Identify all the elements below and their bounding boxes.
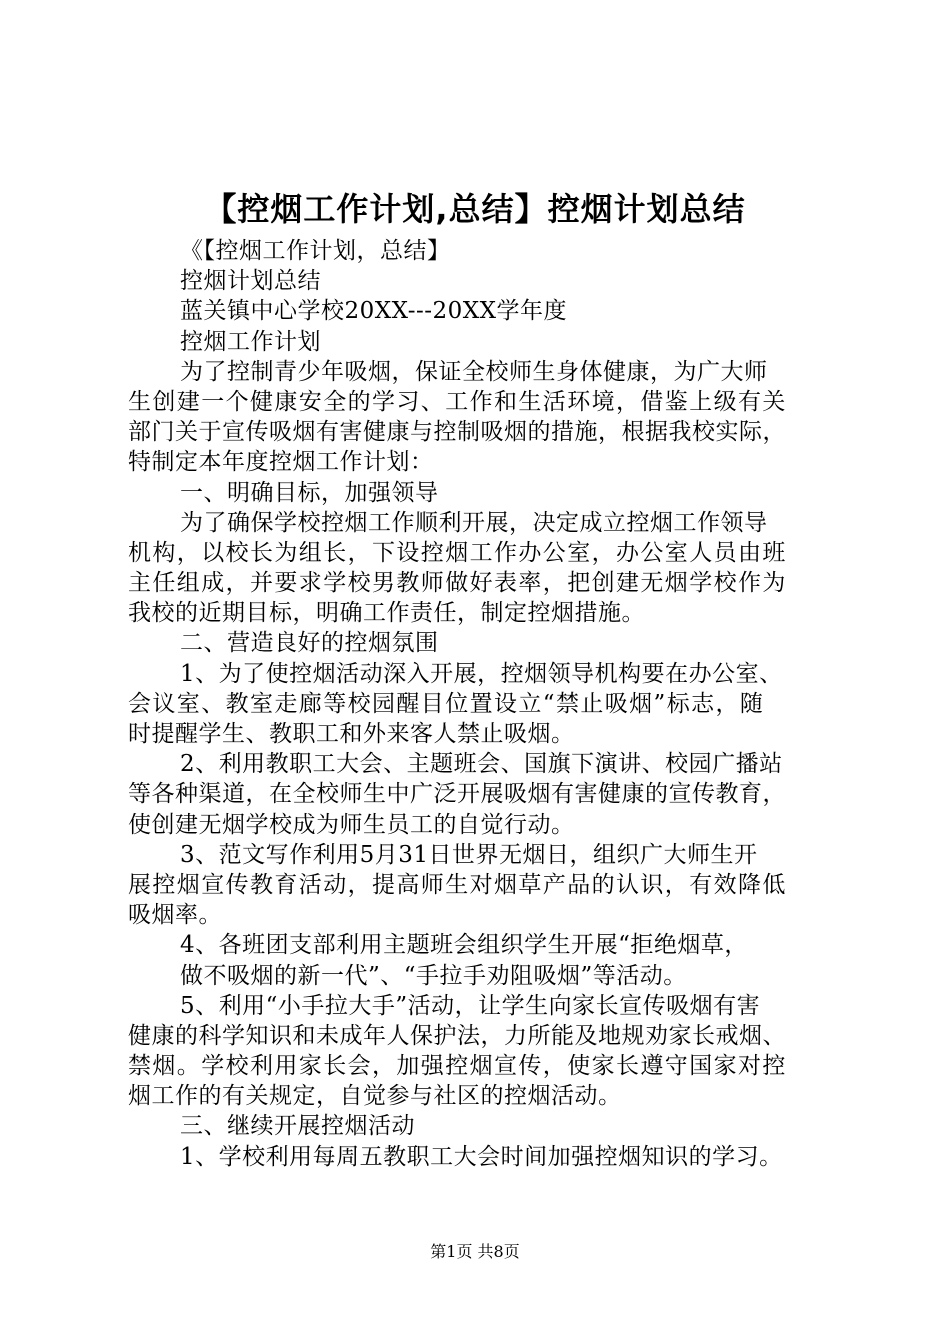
body-line: 时提醒学生、教职工和外来客人禁止吸烟。 <box>128 721 575 747</box>
body-line: 展控烟宣传教育活动，提高师生对烟草产品的认识，有效降低 <box>128 871 787 898</box>
body-line: 等各种渠道，在全校师生中广泛开展吸烟有害健康的宣传教育， <box>128 781 786 808</box>
body-line: 烟工作的有关规定，自觉参与社区的控烟活动。 <box>128 1083 622 1110</box>
body-line: 机构，以校长为组长，下设控烟工作办公室，办公室人员由班 <box>128 539 787 566</box>
body-line: 1、为了使控烟活动深入开展，控烟领导机构要在办公室、 <box>180 660 783 687</box>
page-footer: 第1页 共8页 <box>430 1242 520 1261</box>
body-line: 生创建一个健康安全的学习、工作和生活环境，借鉴上级有关 <box>128 388 787 415</box>
document-title: 【控烟工作计划,总结】控烟计划总结 <box>204 190 746 228</box>
body-line: 我校的近期目标，明确工作责任，制定控烟措施。 <box>128 600 645 627</box>
section-heading: 二、营造良好的控烟氛围 <box>180 630 439 657</box>
body-line: 4、各班团支部利用主题班会组织学生开展“拒绝烟草， <box>180 932 748 959</box>
body-line: 使创建无烟学校成为师生员工的自觉行动。 <box>128 811 575 838</box>
body-line: 蓝关镇中心学校20XX---20XX学年度 <box>180 298 568 325</box>
body-line: 主任组成，并要求学校男教师做好表率，把创建无烟学校作为 <box>128 570 787 597</box>
body-line: 控烟工作计划 <box>180 328 321 355</box>
body-line: 部门关于宣传吸烟有害健康与控制吸烟的措施，根据我校实际， <box>128 419 786 446</box>
section-heading: 一、明确目标，加强领导 <box>180 479 439 506</box>
section-heading: 三、继续开展控烟活动 <box>180 1113 415 1140</box>
body-line: 健康的科学知识和未成年人保护法，力所能及地规劝家长戒烟、 <box>128 1022 786 1049</box>
body-line: 会议室、教室走廊等校园醒目位置设立“禁止吸烟”标志，随 <box>128 690 765 717</box>
body-line: 吸烟率。 <box>128 902 222 929</box>
body-line: 为了控制青少年吸烟，保证全校师生身体健康，为广大师 <box>180 358 768 385</box>
body-line: 《【控烟工作计划，总结】 <box>180 238 451 264</box>
body-line: 做不吸烟的新一代”、“手拉手劝阻吸烟”等活动。 <box>180 962 687 989</box>
body-line: 3、范文写作利用5月31日世界无烟日，组织广大师生开 <box>180 841 758 868</box>
body-line: 特制定本年度控烟工作计划： <box>128 449 434 476</box>
body-line: 为了确保学校控烟工作顺利开展，决定成立控烟工作领导 <box>180 509 768 536</box>
body-line: 2、利用教职工大会、主题班会、国旗下演讲、校园广播站 <box>180 751 783 778</box>
document-body <box>128 236 828 1172</box>
body-line: 控烟计划总结 <box>180 268 321 295</box>
body-line: 5、利用“小手拉大手”活动，让学生向家长宣传吸烟有害 <box>180 992 761 1019</box>
body-line: 禁烟。学校利用家长会，加强控烟宣传，使家长遵守国家对控 <box>128 1053 787 1080</box>
body-line: 1、学校利用每周五教职工大会时间加强控烟知识的学习。 <box>180 1143 783 1170</box>
